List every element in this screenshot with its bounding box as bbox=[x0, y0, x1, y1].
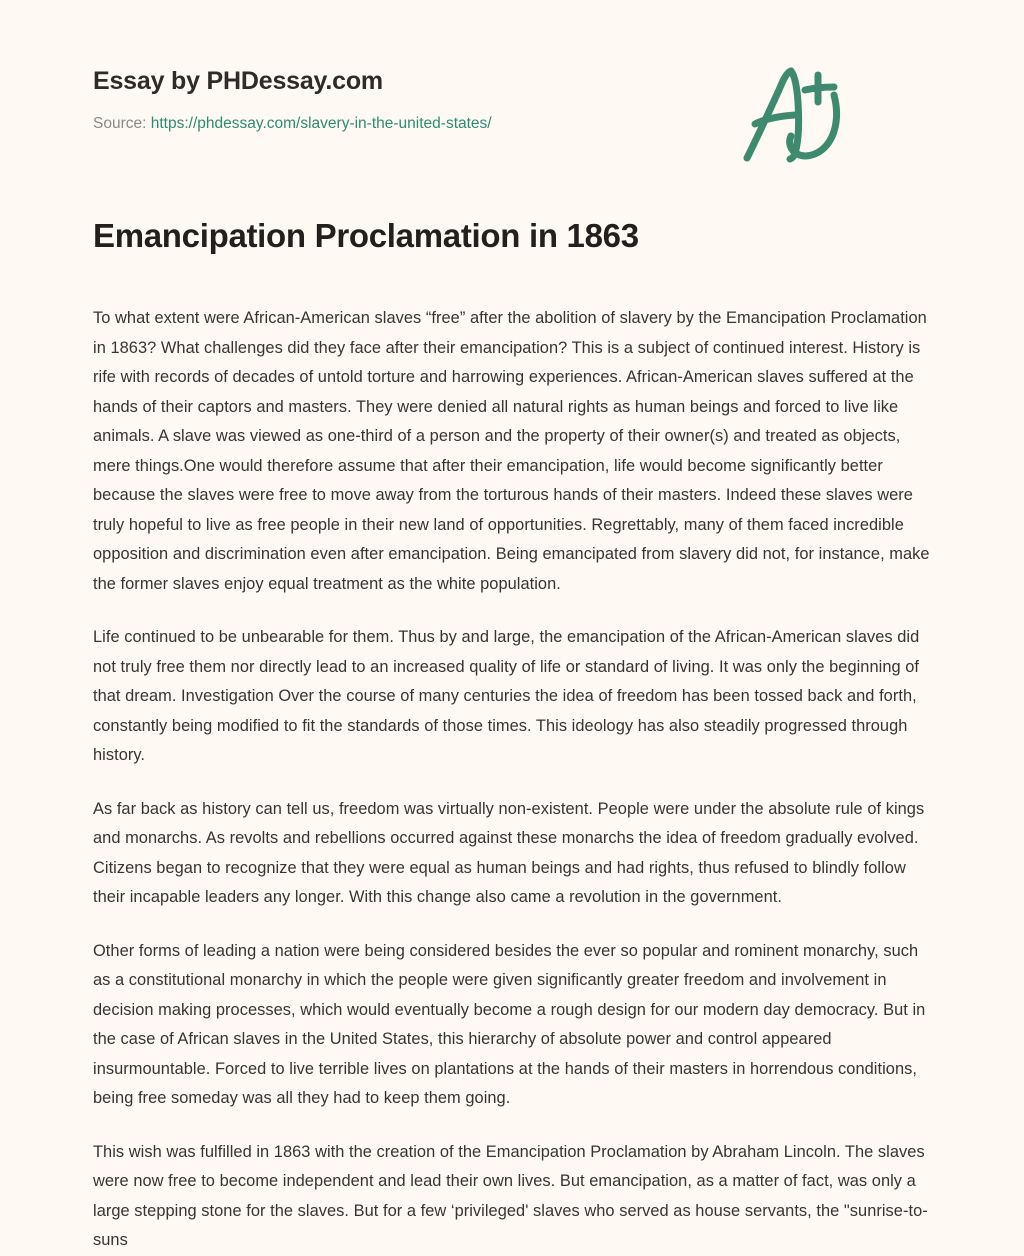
paragraph: Life continued to be unbearable for them. Thus by and large, the emancipation of the African-American slaves did not truly free them nor directly lead to an increased quality of life or standard of living. It was only the beginning of that dream. Investigation Over the course of many centuries the idea of freedom has been tossed back and forth, constantly being modified to fit the standards of those times. This ideology has also steadily progressed through history. bbox=[93, 628, 920, 764]
paragraph: This wish was fulfilled in 1863 with the creation of the Emancipation Proclamation by Abraham Lincoln. The slaves were now free to become independent and lead their own lives. But emancipation, as a matter of fact, was only a large stepping stone for the slaves. But for a few ‘privileged' slaves who served as house servants, the "sunrise-to-suns bbox=[93, 1142, 928, 1249]
source-url-link[interactable]: https://phdessay.com/slavery-in-the-united-states/ bbox=[150, 115, 492, 132]
document-header bbox=[93, 0, 931, 152]
paragraph: Other forms of leading a nation were being considered besides the ever so popular and rominent monarchy, such as a constitutional monarchy in which the people were given significantly greater freedom and involvement in decision making processes, which would eventually become a rough design for our modern day democracy. But in the case of African slaves in the United States, this hierarchy of absolute power and control appeared insurmountable. Forced to live terrible lives on plantations at the hands of their masters in horrendous conditions, being free someday was all they had to keep them going. bbox=[93, 941, 926, 1107]
paragraph: To what extent were African-American slaves “free” after the abolition of slavery by the Emancipation Proclamation in 1863? What challenges did they face after their emancipation? This is a subject of continued interest. History is rife with records of decades of untold torture and harrowing experiences. African-American slaves suffered at the hands of their captors and masters. They were denied all natural rights as human beings and forced to live like animals. A slave was viewed as one-third of a person and the property of their owner(s) and treated as objects, mere things.One would therefore assume that after their emancipation, life would become significantly better because the slaves were free to move away from the torturous hands of their masters. Indeed these slaves were truly hopeful to live as free people in their new land of opportunities. Regrettably, many of them faced incredible opposition and discrimination even after emancipation. Being emancipated from slavery did not, for instance, make the former slaves enjoy equal treatment as the white population. bbox=[93, 309, 930, 593]
aplus-logo-icon bbox=[735, 62, 847, 166]
brand-title: Essay by PHDessay.com bbox=[93, 67, 383, 95]
source-label: Source: bbox=[93, 115, 147, 132]
essay-body bbox=[93, 256, 931, 1256]
page-title: Emancipation Proclamation in 1863 bbox=[93, 217, 639, 254]
paragraph: As far back as history can tell us, freedom was virtually non-existent. People were under the absolute rule of kings and monarchs. As revolts and rebellions occurred against these monarchs the idea of freedom gradually evolved. Citizens began to recognize that they were equal as human beings and had rights, thus refused to blindly follow their incapable leaders any longer. With this change also came a revolution in the government. bbox=[93, 799, 925, 906]
